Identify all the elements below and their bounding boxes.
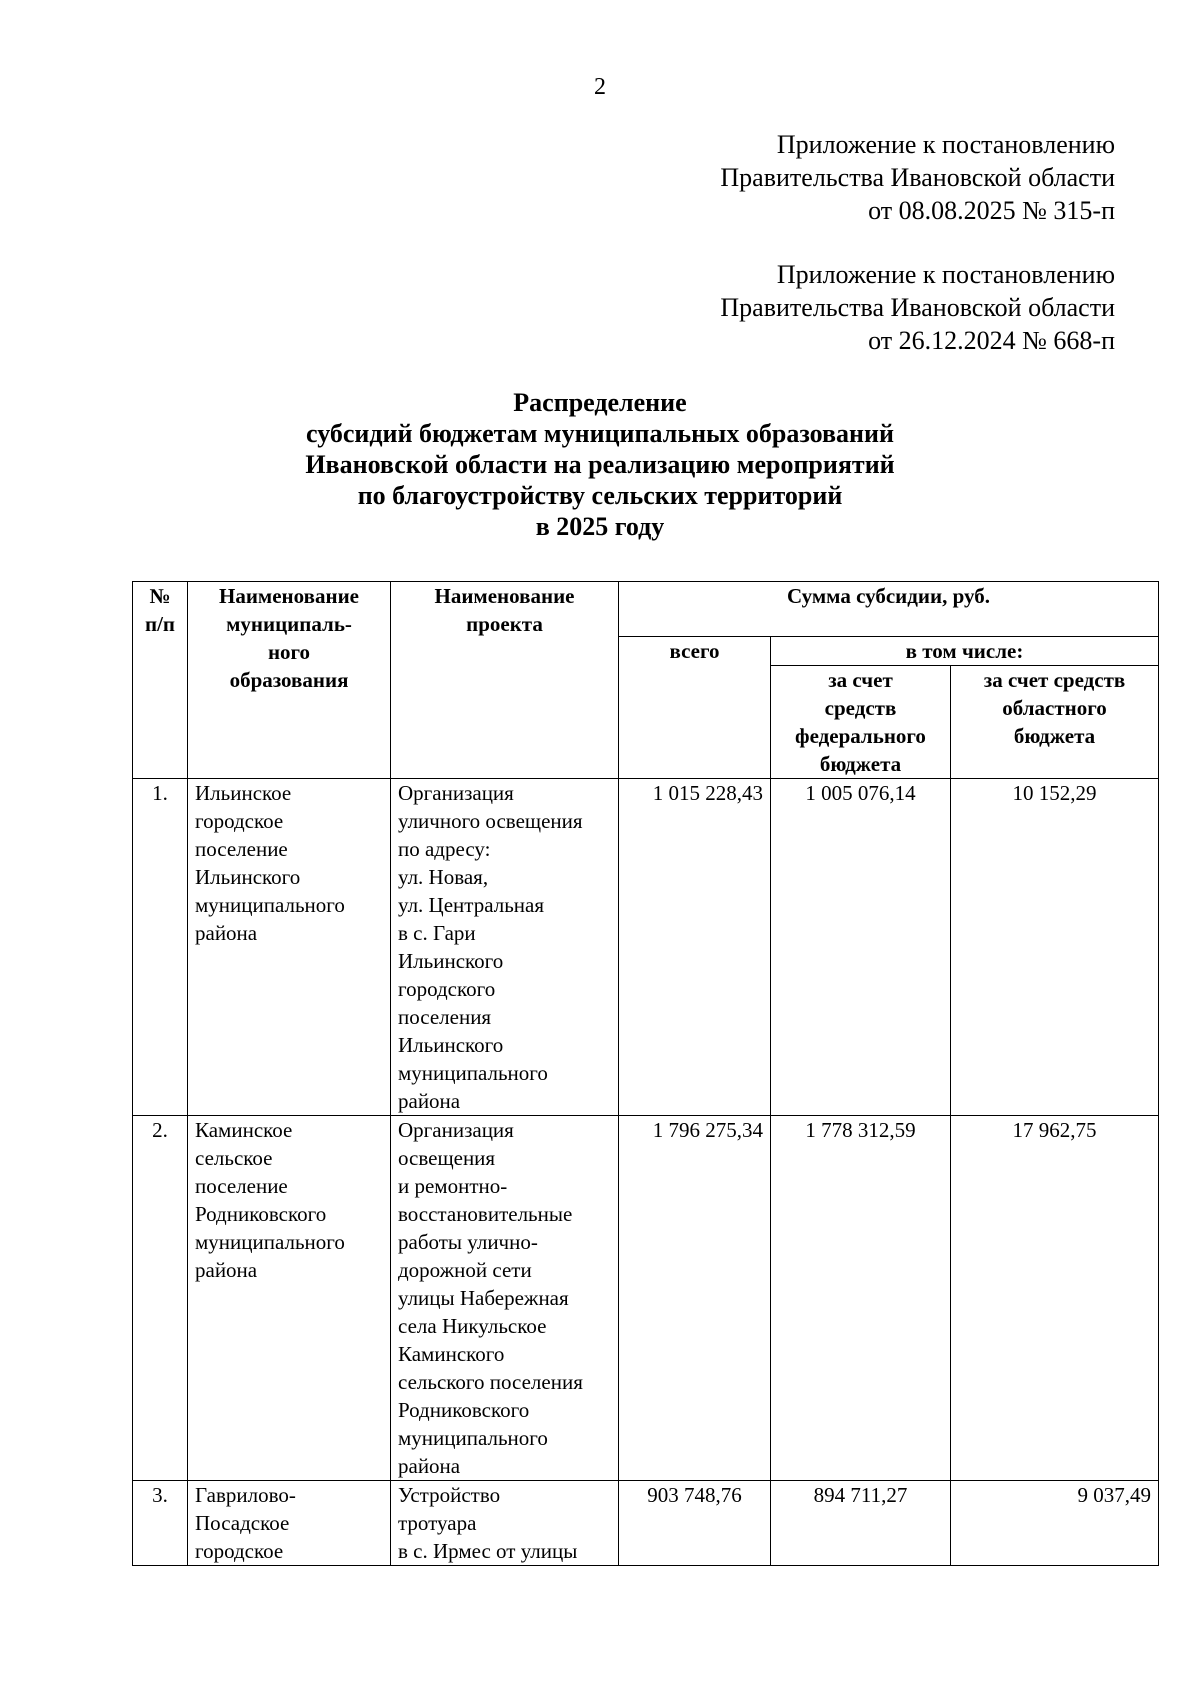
header-including: в том числе: xyxy=(771,637,1159,666)
row-federal: 1 778 312,59 xyxy=(771,1116,951,1481)
row-project xyxy=(391,1116,619,1481)
document-title-line: Ивановской области на реализацию мероприятий xyxy=(305,450,895,479)
header-federal-line: средств xyxy=(824,696,897,720)
header-project-line: проекта xyxy=(466,612,543,636)
row-project-line: работы улично- xyxy=(398,1230,538,1254)
header-federal-line: бюджета xyxy=(819,752,902,776)
row-total: 1 015 228,43 xyxy=(619,779,771,1116)
document-title-line: по благоустройству сельских территорий xyxy=(357,481,843,510)
row-municipality-line: Посадское xyxy=(195,1511,290,1535)
header-municipality-line: Наименование xyxy=(219,584,359,608)
row-project-line: Каминского xyxy=(398,1342,505,1366)
subsidies-table xyxy=(132,581,1159,1566)
row-project-line: и ремонтно- xyxy=(398,1174,508,1198)
row-municipality xyxy=(188,779,391,1116)
row-regional: 17 962,75 xyxy=(951,1116,1159,1481)
row-municipality-line: района xyxy=(195,921,258,945)
row-project-line: района xyxy=(398,1454,461,1478)
row-num: 1. xyxy=(133,779,188,1116)
document-title xyxy=(0,387,1200,542)
row-municipality-line: поселение xyxy=(195,1174,288,1198)
row-project-line: дорожной сети xyxy=(398,1258,532,1282)
row-project-line: восстановительные xyxy=(398,1202,573,1226)
row-project-line: в с. Гари xyxy=(398,921,476,945)
document-title-line: субсидий бюджетам муниципальных образований xyxy=(306,419,894,448)
row-project-line: тротуара xyxy=(398,1511,477,1535)
header-total: всего xyxy=(619,637,771,779)
row-municipality-line: сельское xyxy=(195,1146,273,1170)
row-total: 1 796 275,34 xyxy=(619,1116,771,1481)
header-federal-line: за счет xyxy=(828,668,893,692)
header-federal xyxy=(771,666,951,779)
table-row xyxy=(133,1116,1159,1481)
row-municipality-line: муниципального xyxy=(195,1230,345,1254)
header-federal-line: федерального xyxy=(795,724,926,748)
appendix-current-line: Приложение к постановлению xyxy=(776,130,1115,159)
row-municipality-line: района xyxy=(195,1258,258,1282)
appendix-previous-line: Приложение к постановлению xyxy=(776,260,1115,289)
header-municipality xyxy=(188,582,391,779)
row-municipality xyxy=(188,1116,391,1481)
row-num: 3. xyxy=(133,1481,188,1566)
row-project xyxy=(391,1481,619,1566)
row-project-line: муниципального xyxy=(398,1426,548,1450)
row-project-line: района xyxy=(398,1089,461,1113)
appendix-previous-line: от 26.12.2024 № 668-п xyxy=(868,326,1115,355)
table-row xyxy=(133,779,1159,1116)
appendix-current xyxy=(515,128,1115,227)
row-municipality-line: Родниковского xyxy=(195,1202,327,1226)
header-municipality-line: муниципаль- xyxy=(226,612,352,636)
header-amount: Сумма субсидии, руб. xyxy=(619,582,1159,637)
row-total: 903 748,76 xyxy=(619,1481,771,1566)
row-municipality-line: городское xyxy=(195,1539,284,1563)
row-project-line: улицы Набережная xyxy=(398,1286,569,1310)
table-row xyxy=(133,1481,1159,1566)
row-project-line: сельского поселения xyxy=(398,1370,583,1394)
row-num: 2. xyxy=(133,1116,188,1481)
row-project-line: Организация xyxy=(398,1118,514,1142)
row-federal: 894 711,27 xyxy=(771,1481,951,1566)
header-municipality-line: образования xyxy=(229,668,349,692)
appendix-previous xyxy=(515,258,1115,357)
row-municipality-line: Гаврилово- xyxy=(195,1483,296,1507)
header-num-line: № xyxy=(149,584,171,608)
row-project-line: поселения xyxy=(398,1005,492,1029)
row-municipality-line: поселение xyxy=(195,837,288,861)
row-municipality-line: Ильинского xyxy=(195,865,301,889)
row-project-line: городского xyxy=(398,977,496,1001)
row-regional: 9 037,49 xyxy=(951,1481,1159,1566)
appendix-current-line: от 08.08.2025 № 315-п xyxy=(868,196,1115,225)
header-num-line: п/п xyxy=(144,612,176,636)
row-project-line: Устройство xyxy=(398,1483,501,1507)
document-title-line: в 2025 году xyxy=(535,512,665,541)
header-regional-line: областного xyxy=(1002,696,1107,720)
document-title-line: Распределение xyxy=(513,388,687,417)
row-project xyxy=(391,779,619,1116)
row-project-line: Ильинского xyxy=(398,1033,504,1057)
header-project-line: Наименование xyxy=(434,584,575,608)
header-regional xyxy=(951,666,1159,779)
row-municipality-line: муниципального xyxy=(195,893,345,917)
appendix-current-line: Правительства Ивановской области xyxy=(720,163,1115,192)
row-project-line: Родниковского xyxy=(398,1398,530,1422)
row-municipality xyxy=(188,1481,391,1566)
header-num xyxy=(133,582,188,779)
row-federal: 1 005 076,14 xyxy=(771,779,951,1116)
row-project-line: ул. Центральная xyxy=(398,893,544,917)
row-project-line: Организация xyxy=(398,781,514,805)
row-project-line: уличного освещения xyxy=(398,809,583,833)
appendix-previous-line: Правительства Ивановской области xyxy=(720,293,1115,322)
header-regional-line: за счет средств xyxy=(983,668,1126,692)
row-project-line: села Никульское xyxy=(398,1314,547,1338)
header-municipality-line: ного xyxy=(267,640,311,664)
row-municipality-line: Каминское xyxy=(195,1118,293,1142)
row-project-line: Ильинского xyxy=(398,949,504,973)
row-regional: 10 152,29 xyxy=(951,779,1159,1116)
row-project-line: ул. Новая, xyxy=(398,865,489,889)
header-regional-line: бюджета xyxy=(1013,724,1096,748)
row-project-line: освещения xyxy=(398,1146,496,1170)
row-municipality-line: городское xyxy=(195,809,284,833)
row-project-line: в с. Ирмес от улицы xyxy=(398,1539,578,1563)
row-project-line: муниципального xyxy=(398,1061,548,1085)
row-municipality-line: Ильинское xyxy=(195,781,292,805)
page-number: 2 xyxy=(594,74,606,100)
header-project xyxy=(391,582,619,779)
row-project-line: по адресу: xyxy=(398,837,491,861)
